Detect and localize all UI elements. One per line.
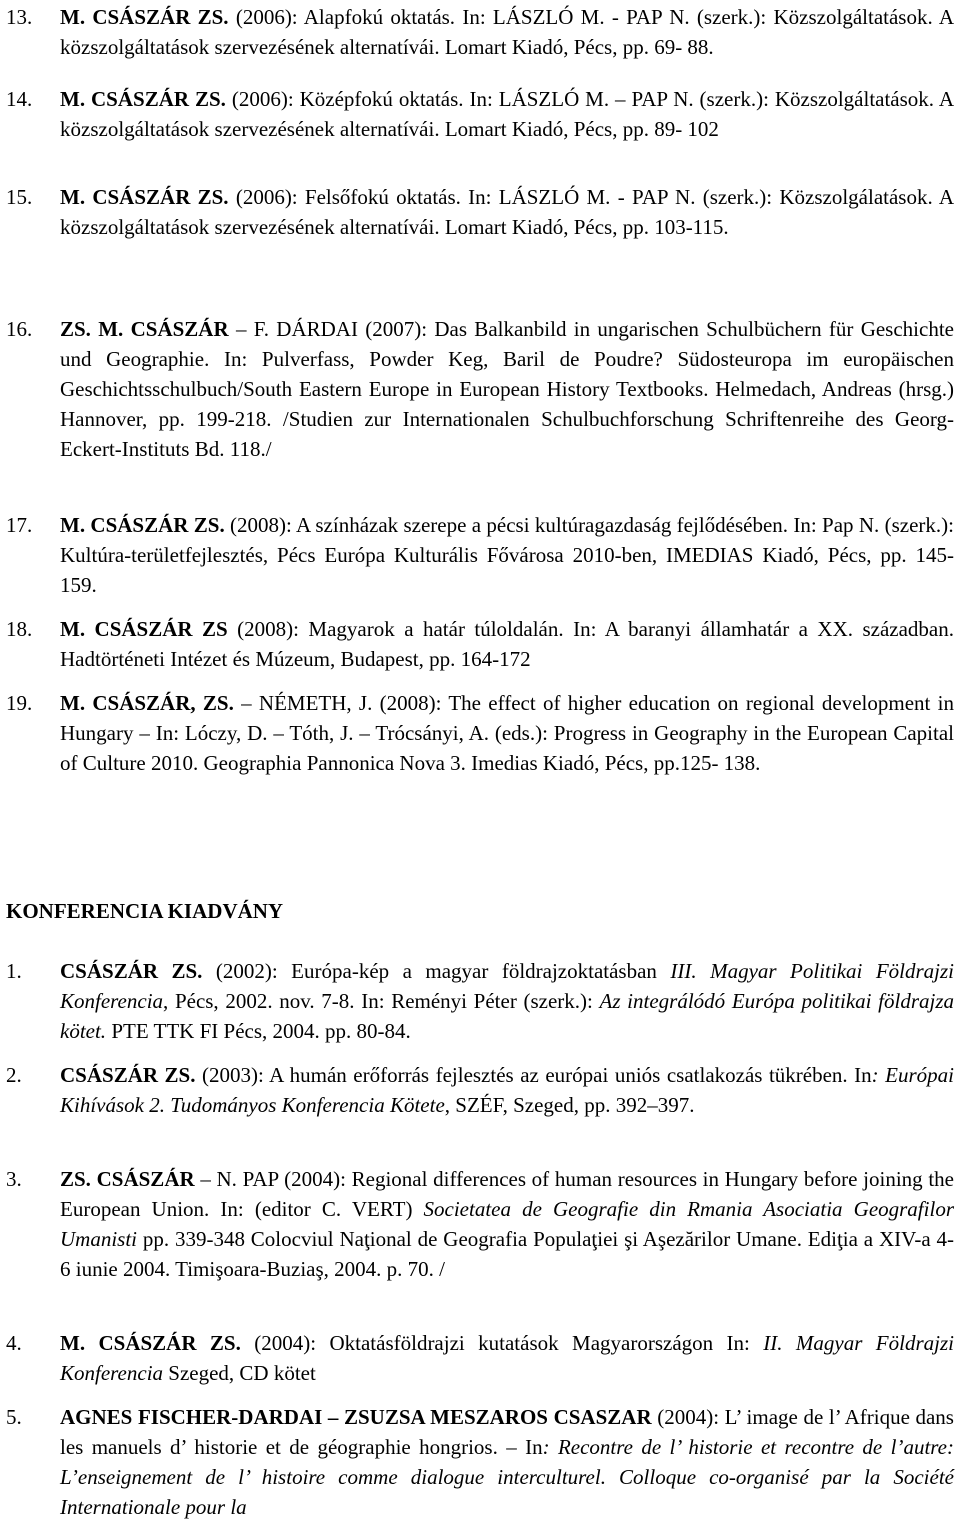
entry-text bbox=[60, 314, 954, 464]
entry-author: ZS. M. CSÁSZÁR bbox=[60, 317, 229, 341]
entry-author: CSÁSZÁR ZS. bbox=[60, 959, 203, 983]
entry-text bbox=[60, 614, 954, 674]
entry-citation: (2008): Magyarok a határ túloldalán. In: A baranyi államhatár a XX. században. Hadtörténeti Intézet és Múzeum, Budapest, pp. 164-172 bbox=[60, 617, 954, 671]
publication-entry-13 bbox=[6, 2, 954, 62]
entry-text bbox=[60, 1060, 954, 1120]
entry-citation: (2006): Középfokú oktatás. In: LÁSZLÓ M. – PAP N. (szerk.): Közszolgáltatások. A közszolgáltatások szervezésének alternatívái. Lomart Kiadó, Pécs, pp. 89- 102 bbox=[60, 87, 954, 141]
entry-text bbox=[60, 2, 954, 62]
entry-citation: (2006): Alapfokú oktatás. In: LÁSZLÓ M. - PAP N. (szerk.): Közszolgáltatások. A közszolgáltatások szervezésének alternatívái. Lomart Kiadó, Pécs, pp. 69- 88. bbox=[60, 5, 954, 59]
entry-italic: II. Magyar Földrajzi Konferencia bbox=[60, 1331, 954, 1385]
publication-entry-19 bbox=[6, 688, 954, 778]
entry-citation: (2008): A színházak szerepe a pécsi kultúragazdaság fejlődésében. In: Pap N. (szerk.): Kultúra-területfejlesztés, Pécs Európa Kulturális Fővárosa 2010-ben, IMEDIAS Kiadó, Pécs, pp. 145-159. bbox=[60, 513, 954, 597]
entry-citation: – N. PAP (2004): Regional differences of human resources in Hungary before joining the European Union. In: (editor C. VERT) bbox=[60, 1167, 954, 1221]
entry-text bbox=[60, 688, 954, 778]
entry-number: 17. bbox=[6, 513, 33, 537]
entry-author: M. CSÁSZÁR, ZS. bbox=[60, 691, 234, 715]
publication-entry-17 bbox=[6, 510, 954, 600]
conference-entry-2 bbox=[6, 1060, 954, 1120]
entry-citation: (2003): A humán erőforrás fejlesztés az európai uniós csatlakozás tükrében. In bbox=[195, 1063, 872, 1087]
entry-text bbox=[60, 182, 954, 242]
entry-italic: III. Magyar Politikai Földrajzi Konferencia bbox=[60, 959, 954, 1013]
entry-author: M. CSÁSZÁR ZS. bbox=[60, 87, 226, 111]
conference-entry-5 bbox=[6, 1402, 954, 1522]
entry-number: 14. bbox=[6, 87, 33, 111]
publication-entry-15 bbox=[6, 182, 954, 242]
conference-entry-1 bbox=[6, 956, 954, 1046]
entry-author: M. CSÁSZÁR ZS. bbox=[60, 5, 229, 29]
entry-author: M. CSÁSZÁR ZS. bbox=[60, 185, 229, 209]
entry-number: 2. bbox=[6, 1063, 22, 1087]
entry-citation: (2002): Európa-kép a magyar földrajzoktatásban bbox=[202, 959, 671, 983]
entry-citation: (2004): L’ image de l’ Afrique dans les manuels d’ historie et de géographie hongrios. – In bbox=[60, 1405, 954, 1459]
entry-text bbox=[60, 1328, 954, 1388]
entry-author: M. CSÁSZÁR ZS. bbox=[60, 1331, 241, 1355]
entry-text bbox=[60, 956, 954, 1046]
entry-number: 13. bbox=[6, 5, 33, 29]
entry-author: M. CSÁSZÁR ZS. bbox=[60, 513, 225, 537]
publication-entry-16 bbox=[6, 314, 954, 464]
entry-citation: , SZÉF, Szeged, pp. 392–397. bbox=[444, 1093, 695, 1117]
entry-number: 19. bbox=[6, 691, 33, 715]
entry-italic: : Recontre de l’ historie et recontre de l’autre: L’enseignement de l’ histoire comme dialogue interculturel. Colloque co-organisé par la Société Internationale pour la bbox=[60, 1435, 954, 1519]
entry-number: 18. bbox=[6, 617, 33, 641]
conference-entry-4 bbox=[6, 1328, 954, 1388]
entry-author: M. CSÁSZÁR ZS bbox=[60, 617, 228, 641]
entry-italic: : Európai Kihívások 2. Tudományos Konferencia Kötete bbox=[60, 1063, 955, 1117]
entry-text bbox=[60, 1402, 954, 1522]
entry-number: 4. bbox=[6, 1331, 22, 1355]
publication-entry-14 bbox=[6, 84, 954, 144]
entry-author: AGNES FISCHER-DARDAI – ZSUZSA MESZAROS CSASZAR bbox=[60, 1405, 652, 1429]
entry-citation: – NÉMETH, J. (2008): The effect of higher education on regional development in Hungary – In: Lóczy, D. – Tóth, J. – Trócsányi, A. (eds.): Progress in Geography in the European Capital of Culture 2010. Geographia Pannonica Nova 3. Imedias Kiadó, Pécs, pp.125- 138. bbox=[60, 691, 954, 775]
entry-citation: , Pécs, 2002. nov. 7-8. In: Reményi Péter (szerk.): bbox=[163, 989, 600, 1013]
entry-number: 5. bbox=[6, 1405, 22, 1429]
entry-citation: – F. DÁRDAI (2007): Das Balkanbild in ungarischen Schulbüchern für Geschichte und Geographie. In: Pulverfass, Powder Keg, Baril de Poudre? Südosteuropa im europäischen Geschichtsschulbuch/South Eastern Europe in European History Textbooks. Helmedach, Andreas (hrsg.) Hannover, pp. 199-218. /Studien zur Internationalen Schulbuchforschung Schriftenreihe des Georg-Eckert-Instituts Bd. 118./ bbox=[60, 317, 954, 461]
entry-citation: (2004): Oktatásföldrajzi kutatások Magyarországon In: bbox=[240, 1331, 764, 1355]
publication-entry-18 bbox=[6, 614, 954, 674]
entry-text bbox=[60, 510, 954, 600]
entry-number: 1. bbox=[6, 959, 22, 983]
entry-author: ZS. CSÁSZÁR bbox=[60, 1167, 195, 1191]
entry-italic: Az integrálódó Európa politikai földrajza kötet. bbox=[60, 989, 954, 1043]
entry-citation: PTE TTK FI Pécs, 2004. pp. 80-84. bbox=[106, 1019, 411, 1043]
entry-author: CSÁSZÁR ZS. bbox=[60, 1063, 196, 1087]
entry-number: 3. bbox=[6, 1167, 22, 1191]
entry-citation: Szeged, CD kötet bbox=[163, 1361, 316, 1385]
entry-number: 16. bbox=[6, 317, 33, 341]
conference-entry-3 bbox=[6, 1164, 954, 1284]
entry-text bbox=[60, 84, 954, 144]
entry-citation: pp. 339-348 Colocviul Naţional de Geografia Populaţiei şi Aşezărilor Umane. Ediţia a XIV-a 4-6 iunie 2004. Timişoara-Buziaş, 2004. p. 70. / bbox=[60, 1227, 954, 1281]
entry-text bbox=[60, 1164, 954, 1284]
entry-italic: Societatea de Geografie din Rmania Asociatia Geografilor Umanisti bbox=[60, 1197, 954, 1251]
entry-number: 15. bbox=[6, 185, 33, 209]
entry-citation: (2006): Felsőfokú oktatás. In: LÁSZLÓ M. - PAP N. (szerk.): Közszolgálatások. A közszolgáltatások szervezésének alternatívái. Lomart Kiadó, Pécs, pp. 103-115. bbox=[60, 185, 954, 239]
section-heading: KONFERENCIA KIADVÁNY bbox=[6, 899, 284, 923]
